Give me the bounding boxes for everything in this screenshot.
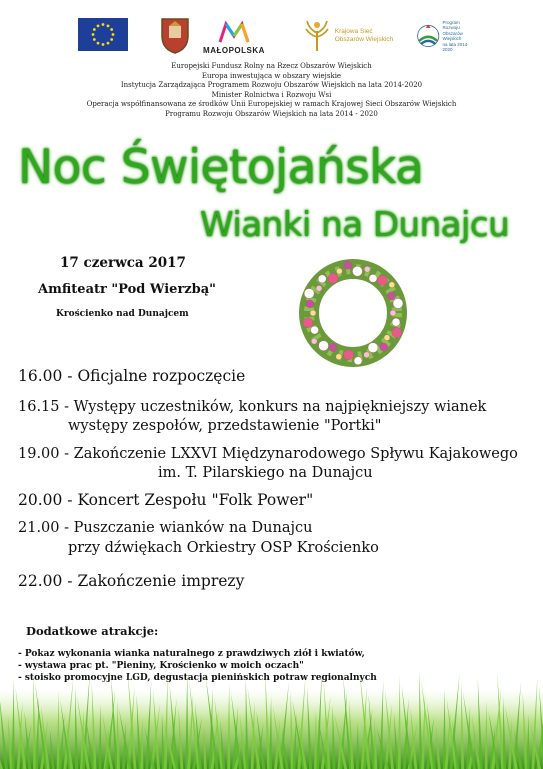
coat-of-arms-logo xyxy=(160,16,190,54)
eu-flag-logo xyxy=(78,18,128,51)
malopolska-label: MAŁOPOLSKA xyxy=(203,45,265,55)
extras-item: - stoisko promocyjne LGD, degustacja pienińskich potraw regionalnych xyxy=(18,673,377,683)
program-item: 16.15 - Występy uczestników, konkurs na najpiękniejszy wianek xyxy=(18,399,487,415)
event-subtitle: Wianki na Dunajcu xyxy=(200,205,510,245)
ksow-label-1: Krajowa Sieć xyxy=(334,28,373,35)
prow-label-4: Wiejskich xyxy=(442,36,462,41)
funding-line: Instytucja Zarządzająca Programem Rozwoju Obszarów Wiejskich na lata 2014-2020 xyxy=(120,81,423,90)
ksow-tree-icon xyxy=(303,19,331,53)
funding-line: Minister Rolnictwa i Rozwoju Wsi xyxy=(211,90,332,99)
eu-stars-icon xyxy=(78,18,128,51)
program-item: 16.00 - Oficjalne rozpoczęcie xyxy=(18,367,246,385)
funding-line: Europejski Fundusz Rolny na Rzecz Obszarów Wiejskich xyxy=(171,62,372,70)
program-item-continued: im. T. Pilarskiego na Dunajcu xyxy=(158,465,373,481)
funding-notice xyxy=(0,62,543,120)
event-date: 17 czerwca 2017 xyxy=(60,255,186,271)
program-item-continued: występy zespołów, przedstawienie "Portki" xyxy=(68,418,382,434)
prow-logo xyxy=(416,16,472,56)
event-town: Krościenko nad Dunajcem xyxy=(56,309,189,319)
grass-decoration xyxy=(0,659,543,769)
program-item: 19.00 - Zakończenie LXXVI Międzynarodowego Spływu Kajakowego xyxy=(18,446,518,462)
ksow-label-2: Obszarów Wiejskich xyxy=(334,36,394,43)
program-item: 20.00 - Koncert Zespołu "Folk Power" xyxy=(18,491,314,509)
funding-line: Operacja współfinansowana ze środków Unii Europejskiej w ramach Krajowej Sieci Obszarów Wiejskich xyxy=(86,100,457,109)
prow-label-3: Obszarów xyxy=(442,30,463,36)
extras-item: - wystawa prac pt. "Pieniny, Krościenko w moich oczach" xyxy=(18,661,304,671)
extras-heading: Dodatkowe atrakcje: xyxy=(26,624,159,638)
program-item-continued: przy dźwiękach Orkiestry OSP Krościenko xyxy=(68,540,379,556)
funding-line: Europa inwestująca w obszary wiejskie xyxy=(201,71,342,80)
event-venue: Amfiteatr "Pod Wierzbą" xyxy=(38,282,216,297)
program-item: 21.00 - Puszczanie wianków na Dunajcu xyxy=(18,520,313,536)
ksow-logo xyxy=(298,18,398,54)
prow-label-5: na lata 2014-2020 xyxy=(442,41,469,52)
prow-label-2: Rozwoju xyxy=(442,25,460,30)
program-item: 22.00 - Zakończenie imprezy xyxy=(18,572,245,590)
funding-line: Programu Rozwoju Obszarów Wiejskich na lata 2014 - 2020 xyxy=(165,109,378,118)
flower-wreath-icon xyxy=(295,255,411,371)
prow-emblem-icon xyxy=(416,18,440,54)
extras-item: - Pokaz wykonania wianka naturalnego z prawdziwych ziół i kwiatów, xyxy=(18,649,365,659)
malopolska-m-icon xyxy=(214,20,254,44)
event-title: Noc Świętojańska xyxy=(18,140,424,195)
prow-label-1: Program xyxy=(442,19,460,25)
malopolska-logo xyxy=(203,16,265,58)
